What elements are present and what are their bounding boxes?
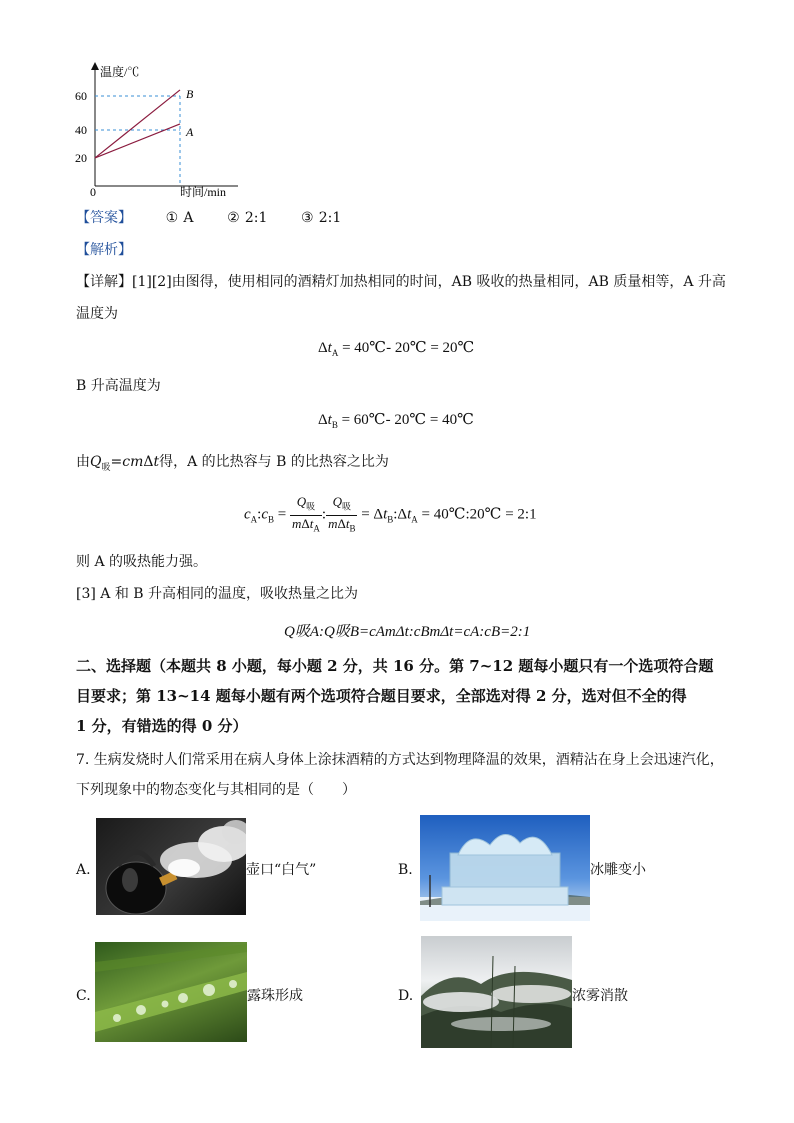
formula1-text: = 40℃- 20℃ = 20℃ xyxy=(342,340,475,356)
origin-label: 0 xyxy=(90,185,96,198)
question-line-1: 7. 生病发烧时人们常采用在病人身体上涂抹酒精的方式达到物理降温的效果，酒精沾在身上会迅速汽化， xyxy=(76,752,724,768)
ice-sculpture-image[interactable] xyxy=(420,815,590,921)
section-line-2: 目要求；第 13~14 题每小题有两个选项符合题目要求，全部选对得 2 分，选对但不全的得 xyxy=(76,687,687,705)
option-a-letter[interactable]: A. xyxy=(76,862,91,878)
kettle-steam-image[interactable] xyxy=(96,818,246,915)
tick-20: 20 xyxy=(75,151,87,165)
formula-heat-ratio: Q吸A:Q吸B=cAmΔt:cBmΔt=cA:cB=2:1 xyxy=(284,624,531,640)
para3-pre: 由 xyxy=(76,454,90,470)
formula-ratio: $c_A:c_B$ = $\frac{Q_吸}{m\Delta t_A}$ : $\frac{Q_吸}{m\Delta t_B}$ = $\Delta t_B:\Delta t_A$ = 40℃:20℃ = 2:1 xyxy=(244,494,537,534)
dew-drops-image[interactable] xyxy=(95,942,247,1042)
option-d-caption: 浓雾消散 xyxy=(572,988,628,1004)
detail-para3: 由$Q_吸=cm\Delta t$得，A 的比热容与 B 的比热容之比为 xyxy=(76,454,389,473)
detail-label: 【详解】 xyxy=(76,274,132,290)
analysis-label: 【解析】 xyxy=(76,242,132,258)
option-a-caption: 壶口“白气” xyxy=(246,862,317,878)
tick-40: 40 xyxy=(75,123,87,137)
answer-label: 【答案】 xyxy=(76,210,132,226)
section-line-1: 二、选择题（本题共 8 小题，每小题 2 分，共 16 分。第 7~12 题每小题只有一个选项符合题 xyxy=(76,657,714,675)
detail-para5: [3] A 和 B 升高相同的温度，吸收热量之比为 xyxy=(76,586,359,602)
option-d-letter[interactable]: D. xyxy=(398,988,414,1004)
detail-para2: B 升高温度为 xyxy=(76,378,161,394)
question-line-2: 下列现象中的物态变化与其相同的是（ ） xyxy=(76,782,356,798)
detail-para1 xyxy=(76,272,726,292)
option-b-letter[interactable]: B. xyxy=(398,862,413,878)
formula-delta-tb: $\Delta t_B$ = 60℃- 20℃ = 40℃ xyxy=(318,412,474,430)
label-b: B xyxy=(186,87,194,101)
formula3-tail: = 40℃:20℃ = 2:1 xyxy=(421,506,537,523)
option-c-caption: 露珠形成 xyxy=(247,988,303,1004)
answer-2: 2:1 xyxy=(244,210,268,226)
circled-2: ② xyxy=(227,210,240,226)
option-c-letter[interactable]: C. xyxy=(76,988,91,1004)
circled-1: ① xyxy=(165,210,179,226)
formula-delta-ta: $\Delta t_A$ = 40℃- 20℃ = 20℃ xyxy=(318,340,475,358)
option-b-caption: 冰雕变小 xyxy=(590,862,646,878)
series-line-a xyxy=(95,124,180,158)
formula2-text: = 60℃- 20℃ = 40℃ xyxy=(341,412,474,428)
section-line-3: 1 分，有错选的得 0 分） xyxy=(76,717,248,735)
y-axis-label: 温度/℃ xyxy=(100,65,140,79)
answer-3: 2:1 xyxy=(318,210,342,226)
label-a: A xyxy=(186,125,194,139)
detail-para1b: 温度为 xyxy=(76,306,118,322)
detail-para4: 则 A 的吸热能力强。 xyxy=(76,554,208,570)
temperature-time-graph xyxy=(60,58,260,198)
detail-text-1: [1][2]由图得，使用相同的酒精灯加热相同的时间，AB 吸收的热量相同，AB 质量相等，A 升高 xyxy=(132,274,726,290)
answer-row xyxy=(76,208,341,228)
tick-60: 60 xyxy=(75,89,87,103)
x-axis-label: 时间/min xyxy=(180,185,227,198)
fog-mountain-image[interactable] xyxy=(421,936,572,1048)
series-line-b xyxy=(95,90,180,158)
answer-1: A xyxy=(183,210,194,226)
para3-post: 得，A 的比热容与 B 的比热容之比为 xyxy=(159,454,389,470)
circled-3: ③ xyxy=(301,210,314,226)
